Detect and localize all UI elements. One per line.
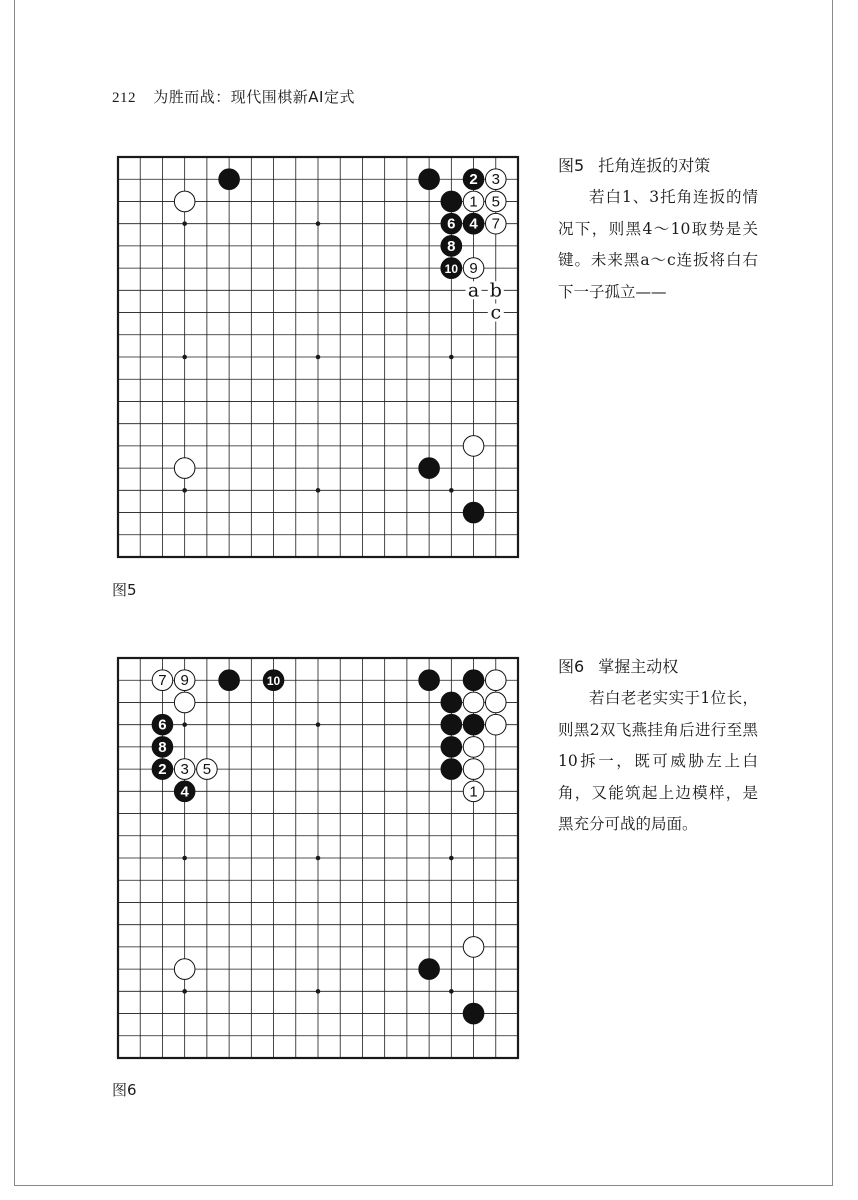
black-move-number: 8 xyxy=(447,237,456,255)
figure6-heading-label: 图6 xyxy=(558,657,585,676)
star-point xyxy=(449,355,454,360)
white-stone xyxy=(174,692,195,713)
white-move-number: 5 xyxy=(491,193,500,211)
star-point xyxy=(449,989,454,994)
board-letter-label: b xyxy=(489,279,502,302)
figure5-body: 若白1、3托角连扳的情况下，则黑4～10取势是关键。未来黑a～c连扳将白右下一子孤立—— xyxy=(558,188,758,301)
figure6-commentary xyxy=(558,654,758,841)
black-stone xyxy=(441,759,462,780)
star-point xyxy=(316,989,321,994)
white-stone xyxy=(463,937,484,958)
white-stone xyxy=(463,692,484,713)
black-move-number: 8 xyxy=(158,738,167,756)
star-point xyxy=(182,221,187,226)
black-move-number: 10 xyxy=(266,674,281,689)
star-point xyxy=(182,989,187,994)
go-board-figure5 xyxy=(116,155,520,559)
white-stone xyxy=(485,714,506,735)
black-move-number: 2 xyxy=(158,761,167,779)
figure5-commentary xyxy=(558,153,758,308)
white-stone xyxy=(463,436,484,457)
white-stone xyxy=(485,670,506,691)
figure6-heading-title: 掌握主动权 xyxy=(598,657,679,676)
white-move-number: 5 xyxy=(202,761,212,779)
white-stone xyxy=(463,759,484,780)
black-stone xyxy=(441,714,462,735)
running-header xyxy=(112,86,355,107)
white-move-number: 7 xyxy=(491,215,500,233)
board-letter-label: a xyxy=(467,279,480,302)
black-stone xyxy=(463,670,484,691)
black-stone xyxy=(463,714,484,735)
black-stone xyxy=(419,959,440,980)
figure5-heading-title: 托角连扳的对策 xyxy=(598,156,711,175)
white-move-number: 7 xyxy=(158,672,167,690)
black-stone xyxy=(219,670,240,691)
white-move-number: 3 xyxy=(491,171,500,189)
black-move-number: 10 xyxy=(444,262,459,277)
white-stone xyxy=(174,191,195,212)
white-move-number: 3 xyxy=(180,761,189,779)
black-stone xyxy=(463,1003,484,1024)
black-move-number: 2 xyxy=(469,171,478,189)
white-move-number: 9 xyxy=(180,672,189,690)
star-point xyxy=(316,722,321,727)
figure6-caption: 图6 xyxy=(112,1081,137,1099)
star-point xyxy=(182,488,187,493)
figure5-heading xyxy=(558,153,758,176)
board-letter-label: c xyxy=(490,301,502,324)
white-stone xyxy=(174,458,195,479)
star-point xyxy=(182,722,187,727)
black-stone xyxy=(441,692,462,713)
figure5-caption: 图5 xyxy=(112,581,137,599)
star-point xyxy=(182,856,187,861)
black-stone xyxy=(441,737,462,758)
figure6-body: 若白老老实实于1位长，则黑2双飞燕挂角后进行至黑10拆一，既可威胁左上白角，又能筑起上边模样，是黑充分可战的局面。 xyxy=(558,689,758,833)
black-stone xyxy=(419,458,440,479)
white-move-number: 1 xyxy=(469,783,478,801)
black-move-number: 4 xyxy=(469,215,478,233)
star-point xyxy=(316,488,321,493)
black-stone xyxy=(419,169,440,190)
figure6-heading xyxy=(558,654,758,677)
black-stone xyxy=(463,502,484,523)
white-stone xyxy=(463,737,484,758)
black-stone xyxy=(219,169,240,190)
star-point xyxy=(449,488,454,493)
page-number: 212 xyxy=(112,90,136,106)
star-point xyxy=(182,355,187,360)
white-move-number: 9 xyxy=(469,260,478,278)
black-stone xyxy=(441,191,462,212)
white-move-number: 1 xyxy=(469,193,478,211)
white-stone xyxy=(174,959,195,980)
black-move-number: 6 xyxy=(158,716,167,734)
figure5-heading-label: 图5 xyxy=(558,156,585,175)
star-point xyxy=(449,856,454,861)
star-point xyxy=(316,355,321,360)
star-point xyxy=(316,856,321,861)
go-board-figure6 xyxy=(116,656,520,1060)
book-title: 为胜而战：现代围棋新AI定式 xyxy=(153,88,355,106)
black-move-number: 4 xyxy=(180,783,189,801)
star-point xyxy=(316,221,321,226)
black-move-number: 6 xyxy=(447,215,456,233)
black-stone xyxy=(419,670,440,691)
white-stone xyxy=(485,692,506,713)
